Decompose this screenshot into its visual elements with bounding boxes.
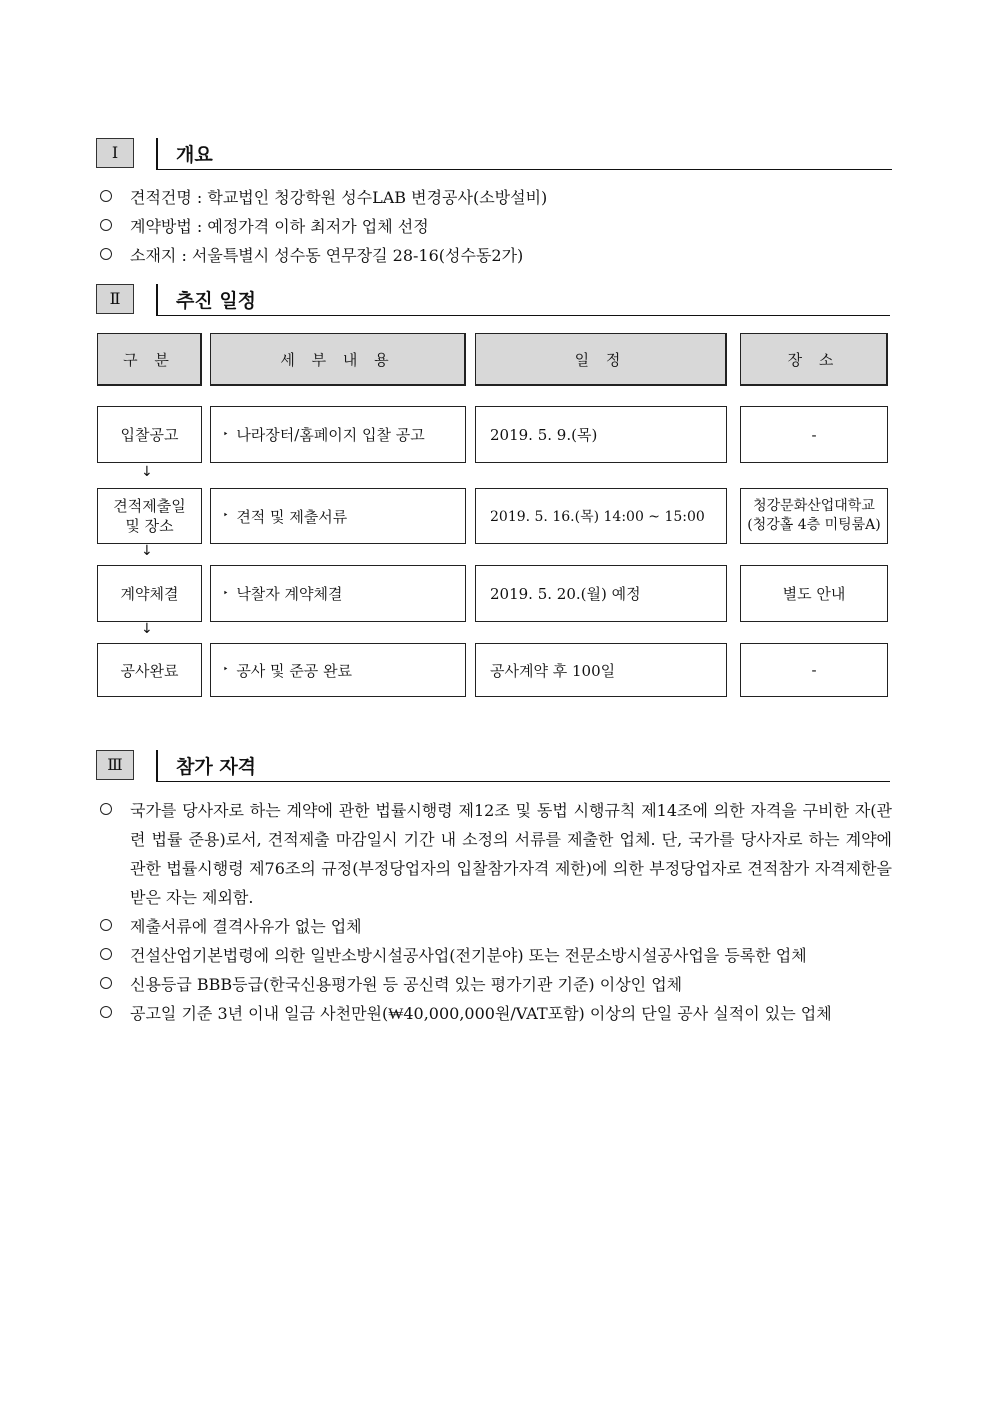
list-item: 신용등급 BBB등급(한국신용평가원 등 공신력 있는 평가기관 기준) 이상인 업체 (100, 970, 892, 999)
triangle-bullet-icon: ‣ (223, 665, 229, 675)
circle-bullet-icon (100, 1006, 112, 1018)
circle-bullet-icon (100, 248, 112, 260)
circle-bullet-icon (100, 948, 112, 960)
schedule-detail-cell: ‣ 견적 및 제출서류 (210, 488, 466, 544)
circle-bullet-icon (100, 919, 112, 931)
list-item: 국가를 당사자로 하는 계약에 관한 법률시행령 제12조 및 동법 시행규칙 제14조에 의한 자격을 구비한 자(관련 법률 준용)로서, 견적제출 마감일시 기간 내 소정의 서류를 제출한 업체. 단, 국가를 당사자로 하는 계약에 관한 법률시행령 제76조의 규정(부정당업자의 입찰참가자격 제한)에 의한 부정당업자로 견적참가 자격제한을 받은 자는 제외함. (100, 796, 892, 912)
circle-bullet-icon (100, 803, 112, 815)
circle-bullet-icon (100, 219, 112, 231)
schedule-place-cell: - (740, 643, 888, 697)
triangle-bullet-icon: ‣ (223, 429, 229, 440)
down-arrow-icon: ↓ (141, 464, 153, 480)
schedule-place-cell: 청강문화산업대학교 (청강홀 4층 미팅룸A) (740, 488, 888, 544)
section-divider (156, 750, 158, 782)
section-title: 참가 자격 (176, 756, 257, 778)
section-header-qualifications (96, 750, 890, 784)
list-item: 소재지 : 서울특별시 성수동 연무장길 28-16(성수동2가) (100, 241, 892, 270)
section-divider (156, 284, 158, 316)
section-underline (156, 169, 892, 170)
section-underline (156, 315, 890, 316)
schedule-header-detail: 세 부 내 용 (210, 333, 466, 386)
schedule-stage-cell: 견적제출일 및 장소 (97, 488, 202, 544)
list-item: 제출서류에 결격사유가 없는 업체 (100, 912, 892, 941)
down-arrow-icon: ↓ (141, 621, 153, 637)
schedule-header-date: 일 정 (475, 333, 727, 386)
schedule-header-place: 장 소 (740, 333, 888, 386)
qualifications-list (100, 796, 892, 1028)
section-header-schedule (96, 284, 890, 318)
schedule-detail-cell: ‣ 공사 및 준공 완료 (210, 643, 466, 697)
section-divider (156, 138, 158, 170)
schedule-place-cell: 별도 안내 (740, 565, 888, 622)
list-item: 건설산업기본법령에 의한 일반소방시설공사업(전기분야) 또는 전문소방시설공사업을 등록한 업체 (100, 941, 892, 970)
list-item: 공고일 기준 3년 이내 일금 사천만원(₩40,000,000원/VAT포함) 이상의 단일 공사 실적이 있는 업체 (100, 999, 892, 1028)
list-item: 견적건명 : 학교법인 청강학원 성수LAB 변경공사(소방설비) (100, 183, 892, 212)
schedule-detail-cell: ‣ 나라장터/홈페이지 입찰 공고 (210, 406, 466, 463)
section-number: Ⅱ (96, 284, 134, 314)
schedule-date-cell: 2019. 5. 20.(월) 예정 (475, 565, 727, 622)
triangle-bullet-icon: ‣ (223, 511, 229, 521)
section-title: 추진 일정 (176, 290, 257, 312)
section-number: Ⅰ (96, 138, 134, 168)
section-number: Ⅲ (96, 750, 134, 780)
circle-bullet-icon (100, 190, 112, 202)
overview-list (100, 183, 892, 270)
schedule-place-cell: - (740, 406, 888, 463)
circle-bullet-icon (100, 977, 112, 989)
down-arrow-icon: ↓ (141, 543, 153, 559)
schedule-stage-cell: 계약체결 (97, 565, 202, 622)
schedule-detail-cell: ‣ 낙찰자 계약체결 (210, 565, 466, 622)
schedule-header-stage: 구 분 (97, 333, 202, 386)
triangle-bullet-icon: ‣ (223, 588, 229, 599)
section-header-overview (96, 138, 892, 172)
schedule-date-cell: 공사계약 후 100일 (475, 643, 727, 697)
schedule-date-cell: 2019. 5. 9.(목) (475, 406, 727, 463)
section-title: 개요 (176, 144, 213, 166)
section-underline (156, 781, 890, 782)
list-item: 계약방법 : 예정가격 이하 최저가 업체 선정 (100, 212, 892, 241)
schedule-stage-cell: 입찰공고 (97, 406, 202, 463)
schedule-date-cell: 2019. 5. 16.(목) 14:00 ~ 15:00 (475, 488, 727, 544)
schedule-stage-cell: 공사완료 (97, 643, 202, 697)
